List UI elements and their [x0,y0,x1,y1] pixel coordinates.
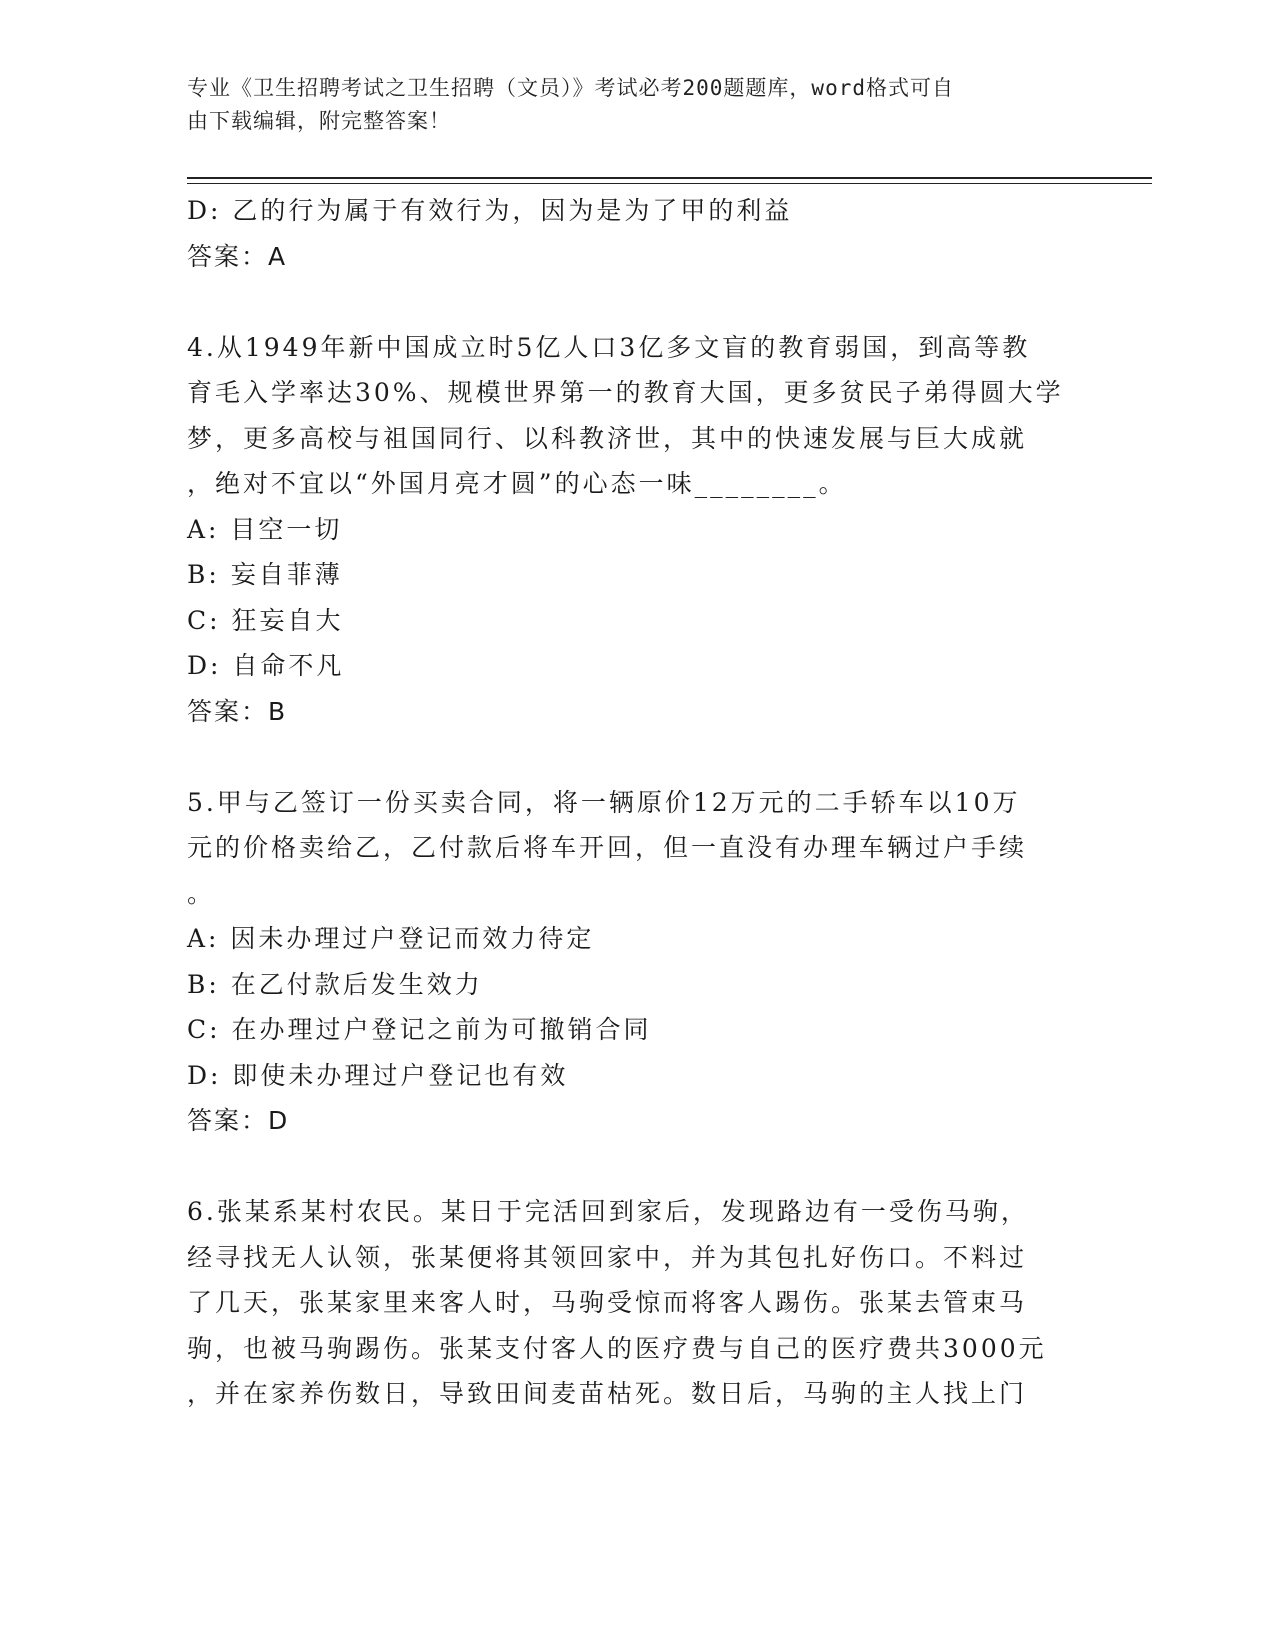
question-4-line: 4.从1949年新中国成立时5亿人口3亿多文盲的教育弱国，到高等教 [187,332,1031,362]
spacer [187,279,1087,325]
question-4 [187,325,1087,735]
question-4-option-a: A: 目空一切 [187,514,343,544]
question-content [187,188,1087,1417]
question-5-line: 元的价格卖给乙，乙付款后将车开回，但一直没有办理车辆过户手续 [187,833,1028,862]
question-4-option-d: D: 自命不凡 [187,651,345,680]
question-5 [187,780,1087,1144]
question-4-line: 梦，更多高校与祖国同行、以科教济世，其中的快速发展与巨大成就 [187,423,1028,453]
question-6-line: ，并在家养伤数日，导致田间麦苗枯死。数日后，马驹的主人找上门 [187,1379,1028,1408]
prev-answer: 答案：A [187,241,288,271]
question-5-option-d: D: 即使未办理过户登记也有效 [187,1060,569,1090]
question-4-option-c: C: 狂妄自大 [187,605,344,635]
spacer [187,734,1087,780]
question-4-answer: 答案：B [187,696,288,726]
question-6 [187,1189,1087,1417]
header-line-2: 由下载编辑，附完整答案！ [187,109,451,133]
header-rule-thin [187,183,1152,184]
question-5-option-a: A: 因未办理过户登记而效力待定 [187,924,595,953]
question-4-line: ，绝对不宜以“外国月亮才圆”的心态一味________。 [187,469,847,498]
question-5-option-c: C: 在办理过户登记之前为可撤销合同 [187,1015,652,1044]
question-5-line: 。 [187,878,216,908]
spacer [187,1144,1087,1190]
header-line-1: 专业《卫生招聘考试之卫生招聘（文员）》考试必考200题题库，word格式可自 [187,76,954,100]
document-header [187,72,1067,138]
question-5-answer: 答案：D [187,1106,290,1135]
question-5-option-b: B: 在乙付款后发生效力 [187,969,483,999]
header-rule-thick [187,177,1152,179]
question-4-option-b: B: 妄自菲薄 [187,560,343,589]
prev-option-d: D: 乙的行为属于有效行为，因为是为了甲的利益 [187,196,793,225]
question-6-line: 了几天，张某家里来客人时，马驹受惊而将客人踢伤。张某去管束马 [187,1288,1028,1317]
question-6-line: 6.张某系某村农民。某日于完活回到家后，发现路边有一受伤马驹， [187,1197,1029,1226]
question-5-line: 5.甲与乙签订一份买卖合同，将一辆原价12万元的二手轿车以10万 [187,787,1021,817]
question-6-line: 经寻找无人认领，张某便将其领回家中，并为其包扎好伤口。不料过 [187,1242,1028,1272]
question-6-line: 驹，也被马驹踢伤。张某支付客人的医疗费与自己的医疗费共3000元 [187,1333,1047,1363]
question-4-line: 育毛入学率达30%、规模世界第一的教育大国，更多贫民子弟得圆大学 [187,378,1064,407]
